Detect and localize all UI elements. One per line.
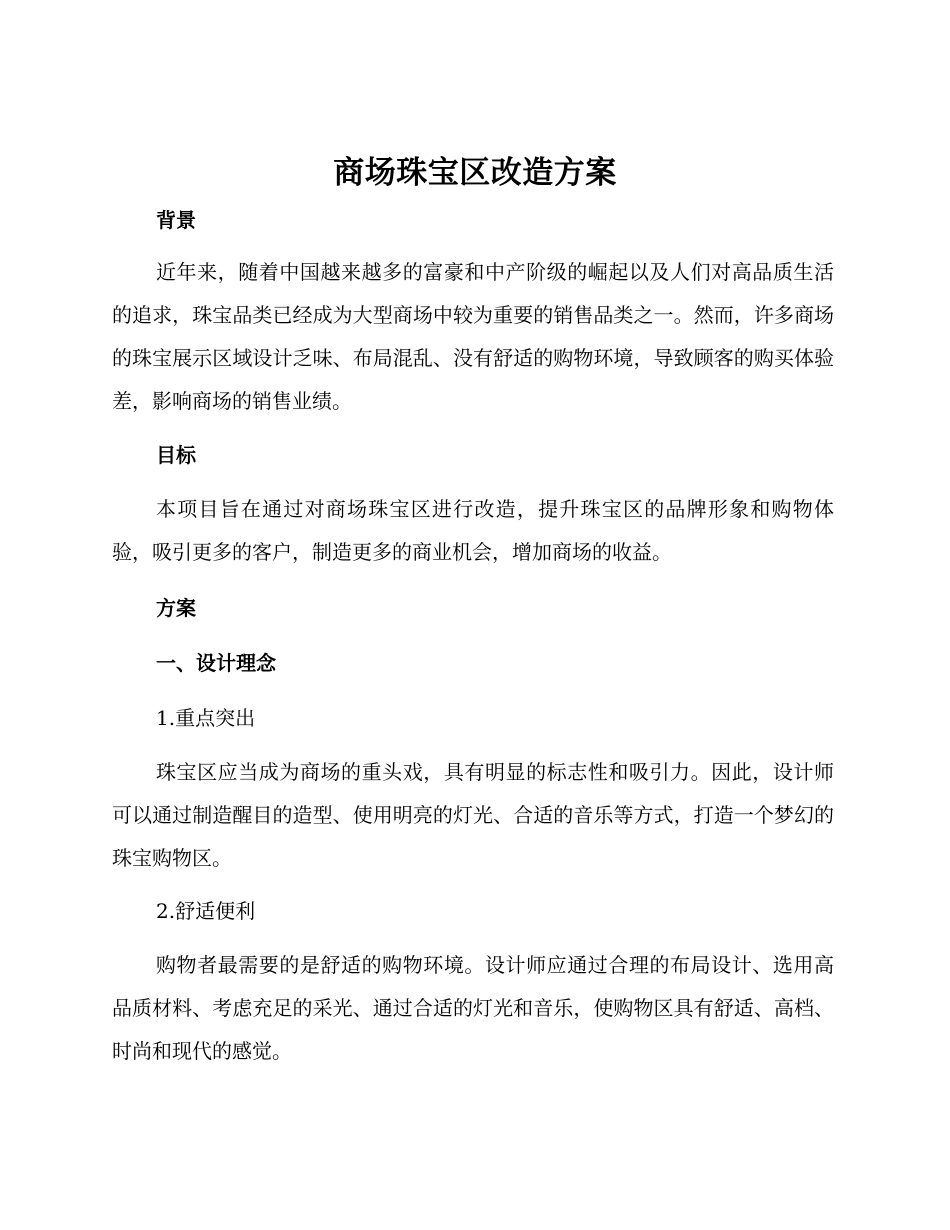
- paragraph-background: 近年来，随着中国越来越多的富豪和中产阶级的崛起以及人们对高品质生活的追求，珠宝品类已经成为大型商场中较为重要的销售品类之一。然而，许多商场的珠宝展示区域设计乏味、布局混乱、没有舒适的购物环境，导致顾客的购买体验差，影响商场的销售业绩。: [112, 260, 834, 413]
- paragraph-goal: 本项目旨在通过对商场珠宝区进行改造，提升珠宝区的品牌形象和购物体验，吸引更多的客户，制造更多的商业机会，增加商场的收益。: [112, 497, 834, 564]
- subsection-heading-design-concept: 一、设计理念: [156, 651, 276, 675]
- section-heading-background: 背景: [156, 208, 196, 232]
- paragraph-comfort: 购物者最需要的是舒适的购物环境。设计师应通过合理的布局设计、选用高品质材料、考虑充足的采光、通过合适的灯光和音乐，使购物区具有舒适、高档、时尚和现代的感觉。: [112, 953, 834, 1063]
- section-heading-plan: 方案: [156, 596, 196, 620]
- section-heading-goal: 目标: [156, 443, 196, 467]
- page-title: 商场珠宝区改造方案: [333, 155, 617, 191]
- item-heading-highlight: 1.重点突出: [156, 706, 256, 730]
- item-heading-comfort: 2.舒适便利: [156, 899, 256, 923]
- paragraph-highlight: 珠宝区应当成为商场的重头戏，具有明显的标志性和吸引力。因此，设计师可以通过制造醒目的造型、使用明亮的灯光、合适的音乐等方式，打造一个梦幻的珠宝购物区。: [112, 760, 834, 870]
